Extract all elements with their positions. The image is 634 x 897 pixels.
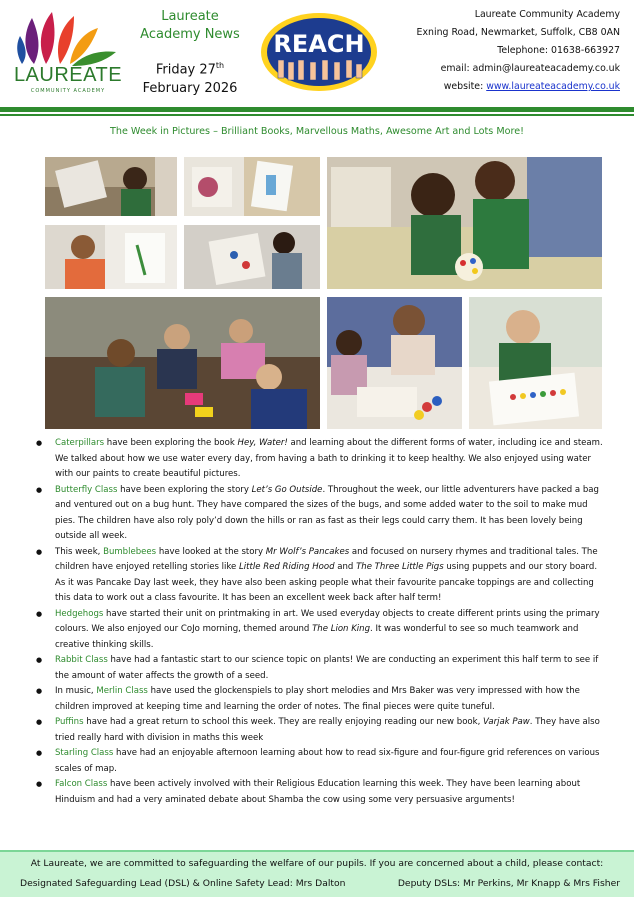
class-name: Bumblebees [103,546,157,557]
class-name: Starling Class [55,748,114,758]
logo-subtext: COMMUNITY ACADEMY [30,88,106,94]
photo-mud-kitchen [45,297,320,429]
school-website: website: www.laureateacademy.co.uk [443,81,620,92]
newsletter-title-line2: Academy News [140,27,240,42]
list-item: ● This week, Bumblebees have looked at the story Mr Wolf’s Pancakes and focused on nursery rhymes and traditional tales. The children have enjoyed retelling stories like Little Red Riding Hood and The Three Little Pigs using puppets and our story board. As it was Pancake Day last week, they have also been asking people what their favourite pancake toppings are and collecting this data to work out a class favourite. It has been an excellent week back after half term! [36,545,606,607]
class-name: Hedgehogs [55,608,104,619]
class-name: Caterpillars [55,438,105,448]
date-suffix: th [215,61,225,70]
list-item: ● Starling Class have had an enjoyable afternoon learning about how to read six-figure and four-figure grid references on various scales of map. [36,746,606,777]
website-link[interactable]: www.laureateacademy.co.uk [486,81,620,92]
school-address: Exning Road, Newmarket, Suffolk, CB8 0AN [416,27,620,38]
photo-printing-colours [327,297,462,429]
item-prefix: In music, [55,686,97,696]
photo-child-reading [45,157,177,216]
class-name: Puffins [55,717,84,727]
list-item: ● Hedgehogs have started their unit on printmaking in art. We used everyday objects to create different prints using the primary colours. We also enjoyed our CoJo morning, themed around The Lion King. It was wonderful to see so much teamwork and creative thinking skills. [36,607,606,654]
date-month-year: February 2026 [142,81,238,97]
header-divider-thin [0,114,634,116]
list-item: ● Butterfly Class have been exploring the story Let’s Go Outside. Throughout the week, our little adventurers have packed a bag and ventured out on a bug hunt. They have compared the sizes of the bugs, and some added water to the soil to make mud pies. The children have also roly poly’d down the hills or ran as fast as their legs could carry them. It has been lovely being outside all week. [36,483,606,545]
item-prefix: This week, [55,546,104,557]
photo-painting [184,157,320,216]
date-day: Friday 27th [155,61,225,78]
list-item: ● Rabbit Class have had a fantastic start to our science topic on plants! We are conducting an experiment this half term to see if the amount of water affects the growth of a seed. [36,653,606,684]
school-name: Laureate Community Academy [474,9,620,20]
dsl-contact: Designated Safeguarding Lead (DSL) & Online Safety Lead: Mrs Dalton [20,878,346,889]
reach-text: REACH [273,30,365,58]
school-logo [12,8,124,104]
class-news-list [36,436,606,808]
header-divider [0,107,634,112]
class-name: Butterfly Class [55,484,118,495]
list-item: ● In music, Merlin Class have used the glockenspiels to play short melodies and Mrs Baker was very impressed with how the children improved at keeping time and learning the order of notes. The final pieces were quite tuneful. [36,684,606,715]
logo-leaves-icon [12,8,124,68]
list-item: ● Puffins have had a great return to school this week. They are really enjoying reading our new book, Varjak Paw. They have also tried really hard with division in maths this week [36,715,606,746]
safeguarding-contacts [20,878,620,889]
newsletter-date [128,56,252,98]
class-name: Rabbit Class [55,655,108,665]
list-item: ● Falcon Class have been actively involved with their Religious Education learning this week. They have been learning about Hinduism and had a very aminated debate about Shamba the cow using some very persuasive arguments! [36,777,606,808]
safeguarding-footer [0,850,634,897]
newsletter-header [0,0,634,110]
photo-dot-printing [469,297,602,429]
list-item: ● Caterpillars have been exploring the book Hey, Water! and learning about the different forms of water, including ice and steam. We talked about how we use water every day, from having a bath to drinking it to keep healthy. We also enjoyed using water with our paints to create beautiful pictures. [36,436,606,483]
contact-block [360,6,620,96]
class-name: Falcon Class [55,779,108,789]
newsletter-title [128,8,252,44]
logo-text: LAUREATE [13,64,123,86]
school-telephone: Telephone: 01638-663927 [497,45,620,56]
safeguarding-statement: At Laureate, we are committed to safeguarding the welfare of our pupils. If you are concerned about a child, please contact: [30,858,604,869]
newsletter-title-line1: Laureate [161,9,219,24]
photo-children-painting-table [327,157,602,289]
photo-board-activity [184,225,320,289]
class-name: Merlin Class [96,686,148,696]
deputy-dsl-contact: Deputy DSLs: Mr Perkins, Mr Knapp & Mrs Fisher [397,878,620,889]
school-email: email: admin@laureateacademy.co.uk [440,63,620,74]
week-in-pictures-title: The Week in Pictures – Brilliant Books, Marvellous Maths, Awesome Art and Lots More! [110,126,524,137]
photo-child-drawing [45,225,177,289]
